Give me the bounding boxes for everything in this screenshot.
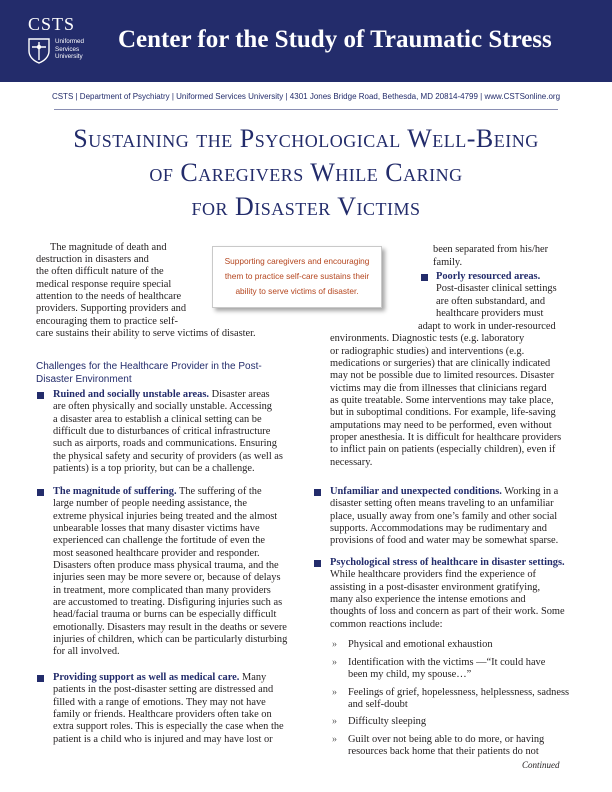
bullet-line: medications or surgeries) that are clinically indicated <box>330 358 551 369</box>
bullet-lead <box>53 672 266 684</box>
bullet-line: assisting in a post-disaster environment gratifying, <box>330 582 541 593</box>
pull-quote-line: ability to serve victims of disaster. <box>235 286 359 296</box>
intro-line: the often difficult nature of the <box>36 266 164 277</box>
bullet-line: While healthcare providers find the experience of <box>330 569 536 580</box>
bullet-key: Psychological stress of healthcare in disaster settings. <box>330 557 565 568</box>
arrow-bullet-icon: » <box>332 687 337 698</box>
bullet-line: environments. Diagnostic tests (e.g. laboratory <box>330 333 525 344</box>
bullet-line: common reactions include: <box>330 619 443 630</box>
bullet-line: disaster setting often means traveling to an unfamiliar <box>330 498 554 509</box>
bullet-key: Ruined and socially unstable areas. <box>53 389 209 400</box>
bullet-line: proper anesthesia. It is difficult for healthcare providers <box>330 432 562 443</box>
reaction-line: Guilt over not being able to do more, or having <box>348 734 545 745</box>
bullet-line: filled with a range of emotions. They may not have <box>53 697 266 708</box>
arrow-bullet-icon: » <box>332 639 337 650</box>
intro-line: The magnitude of death and <box>50 242 167 253</box>
bullet-line: Post-disaster clinical settings <box>436 283 557 294</box>
arrow-bullet-icon: » <box>332 716 337 727</box>
bullet-icon <box>37 392 44 399</box>
bullet-line: large number of people needing assistance, the <box>53 498 247 509</box>
title-line: of Caregivers While Caring <box>149 158 463 187</box>
bullet-line: most seasoned healthcare provider and responder. <box>53 548 260 559</box>
bullet-line: necessary. <box>330 457 373 468</box>
reaction-line: Difficulty sleeping <box>348 716 427 727</box>
bullet-line: or radiographic studies) and interventions (e.g. <box>330 346 525 357</box>
body-line: been separated from his/her <box>433 244 549 255</box>
bullet-line: to inflict pain on patients (especially children), even if <box>330 444 556 455</box>
bullet-line: place, usually away from one’s family and other social <box>330 511 558 522</box>
pull-quote-line: them to practice self-care sustains their <box>224 271 370 281</box>
bullet-icon <box>421 274 428 281</box>
bullet-text: Disaster areas <box>211 389 270 400</box>
bullet-line: may not be possible due to limited resources. Disaster <box>330 370 555 381</box>
pull-quote <box>212 246 382 308</box>
bullet-line: as quite treatable. Some interventions may take place, <box>330 395 554 406</box>
bullet-lead <box>53 486 262 498</box>
bullet-line: patient is a child who is injured and may have lost or <box>53 734 273 745</box>
bullet-line: provisions of food and water may be somewhat sparse. <box>330 535 559 546</box>
bullet-line: adapt to work in under-resourced <box>418 321 556 332</box>
csts-logo <box>24 14 100 70</box>
pull-quote-line: Supporting caregivers and encouraging <box>224 256 370 266</box>
bullet-line: injuries seen may be more severe or, because of delays <box>53 572 281 583</box>
bullet-line: experienced can challenge the fortitude of even the <box>53 535 266 546</box>
page-title <box>30 122 582 224</box>
bullet-line: are often substandard, and <box>436 296 546 307</box>
logo-line: University <box>55 53 83 60</box>
body-line: family. <box>433 257 463 268</box>
logo-text: CSTS <box>28 14 76 34</box>
bullet-line: healthcare providers must <box>436 308 544 319</box>
bullet-line: head/facial trauma or burns can be especially difficult <box>53 609 277 620</box>
section-subheading: Challenges for the Healthcare Provider in the Post- <box>36 361 262 372</box>
bullet-key: The magnitude of suffering. <box>53 486 177 497</box>
bullet-line: patients in the post-disaster setting are distressed and <box>53 684 274 695</box>
center-title: Center for the Study of Traumatic Stress <box>118 26 552 53</box>
bullet-line: amputations may need to be performed, even without <box>330 420 552 431</box>
intro-line: medical response require special <box>36 279 172 290</box>
logo-line: Services <box>55 45 80 53</box>
bullet-icon <box>314 489 321 496</box>
reaction-line: Identification with the victims —“It could have <box>348 657 546 668</box>
bullet-line: but in suboptimal conditions. For example, life-saving <box>330 407 556 418</box>
bullet-line: are often physically and socially unstable. Accessing <box>53 401 273 412</box>
reaction-line: been my child, my spouse…” <box>348 669 472 680</box>
divider <box>54 109 558 110</box>
reaction-line: Physical and emotional exhaustion <box>348 639 493 650</box>
bullet-line: in treatment, more complicated than many providers <box>53 585 271 596</box>
bullet-line: a disaster area to establish a clinical setting can be <box>53 414 262 425</box>
bullet-lead <box>53 389 270 401</box>
logo-line: Uniformed <box>55 38 85 45</box>
bullet-line: unbearable losses that many disaster victims have <box>53 523 260 534</box>
bullet-lead <box>330 486 558 498</box>
intro-line: destruction in disasters and <box>36 254 149 265</box>
bullet-icon <box>37 489 44 496</box>
bullet-key: Providing support as well as medical care. <box>53 672 240 683</box>
reaction-line: Feelings of grief, hopelessness, helplessness, sadness <box>348 687 570 698</box>
section-subheading: Disaster Environment <box>36 374 132 385</box>
bullet-icon <box>37 675 44 682</box>
bullet-text: The suffering of the <box>178 486 262 497</box>
bullet-line: are accustomed to treating. Disfiguring injuries such as <box>53 597 283 608</box>
continued-label: Continued <box>522 760 560 770</box>
arrow-bullet-icon: » <box>332 734 337 745</box>
bullet-line: victims may die from illnesses that clinicians regard <box>330 383 547 394</box>
arrow-bullet-icon: » <box>332 657 337 668</box>
bullet-line: many also experience the intense emotions and <box>330 594 526 605</box>
bullet-key: Poorly resourced areas. <box>436 271 541 282</box>
bullet-text: Many <box>241 672 267 683</box>
bullet-line: family or friends. Healthcare providers often take on <box>53 709 272 720</box>
intro-line: care sustains their ability to serve victims of disaster. <box>36 328 256 339</box>
bullet-line: the physical safety and security of providers (as well as <box>53 451 283 462</box>
shield-icon <box>28 38 50 64</box>
bullet-line: Disasters often produce mass physical trauma, and the <box>53 560 279 571</box>
bullet-line: emotionally. Disasters may result in the deaths or severe <box>53 622 287 633</box>
title-line: for Disaster Victims <box>191 192 421 221</box>
bullet-line: difficult due to disturbances of critical infrastructure <box>53 426 271 437</box>
bullet-line: supports. Accommodations may be rudimentary and <box>330 523 548 534</box>
bullet-line: extreme physical injuries being treated and the almost <box>53 511 278 522</box>
header-banner <box>0 0 612 82</box>
bullet-line: injuries of children, which can be particularly disturbing <box>53 634 288 645</box>
bullet-key: Unfamiliar and unexpected conditions. <box>330 486 502 497</box>
bullet-line: such as airports, roads and communications. Ensuring <box>53 438 277 449</box>
intro-line: providers. Supporting providers and <box>36 303 187 314</box>
title-line: Sustaining the Psychological Well-Being <box>73 124 539 153</box>
reaction-line: and self-doubt <box>348 699 408 710</box>
intro-line: encouraging them to practice self- <box>36 316 178 327</box>
bullet-line: extra support roles. This is especially the case when the <box>53 721 284 732</box>
intro-line: attention to the needs of healthcare <box>36 291 182 302</box>
bullet-text: Working in a <box>504 486 559 497</box>
reaction-line: resources back home that their patients do not <box>348 746 539 757</box>
bullet-line: for all involved. <box>53 646 120 657</box>
address-line: CSTS | Department of Psychiatry | Uniformed Services University | 4301 Jones Bridge Road, Bethesda, MD 20814-4799 | www.CSTSonline.org <box>51 92 561 101</box>
logo-lines <box>55 38 84 61</box>
bullet-icon <box>314 560 321 567</box>
bullet-line: patients) is a top priority, but can be a challenge. <box>53 463 255 474</box>
bullet-line: thoughts of loss and concern as part of their work. Some <box>330 606 565 617</box>
